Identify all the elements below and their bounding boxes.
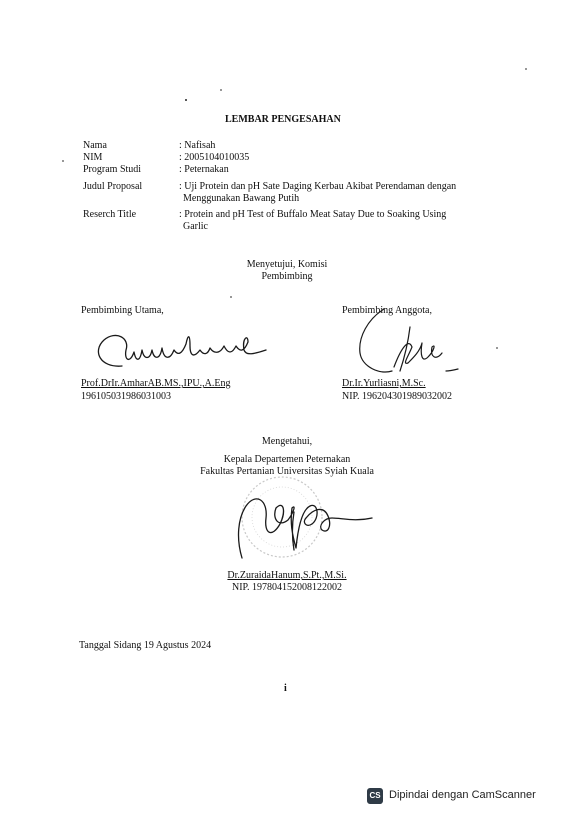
field-label: Judul Proposal xyxy=(83,181,143,192)
field-label: Program Studi xyxy=(83,164,142,175)
scan-speck xyxy=(230,296,232,298)
head-signature xyxy=(232,478,382,568)
field-value: : 2005104010035 xyxy=(179,152,250,163)
field-label: NIM xyxy=(83,152,103,163)
field-row-program-studi xyxy=(83,164,523,176)
camscanner-watermark: Dipindai dengan CamScanner xyxy=(389,789,536,801)
field-label: Nama xyxy=(83,140,107,151)
head-name: Dr.ZuraidaHanum,S.Pt.,M.Si. xyxy=(227,570,347,581)
field-value: : Protein and pH Test of Buffalo Meat Satay Due to Soaking Using xyxy=(179,209,447,220)
supervisor-main-id: 196105031986031003 xyxy=(81,391,171,402)
supervisor-member-id: NIP. 196204301989032002 xyxy=(342,391,453,402)
approval-line-2: Pembimbing xyxy=(261,271,313,282)
head-id: NIP. 197804152008122002 xyxy=(231,582,342,593)
acknowledged-label: Mengetahui, xyxy=(261,436,313,447)
field-row-nama xyxy=(83,140,523,152)
field-value: : Peternakan xyxy=(179,164,229,175)
camscanner-logo-icon: CS xyxy=(367,788,383,804)
scan-speck xyxy=(185,99,187,101)
field-row-research-title xyxy=(83,209,523,233)
field-row-judul-proposal xyxy=(83,181,523,205)
field-value: : Uji Protein dan pH Sate Daging Kerbau Akibat Perendaman dengan xyxy=(179,181,457,192)
head-title-2: Fakultas Pertanian Universitas Syiah Kuala xyxy=(200,466,374,477)
document-page xyxy=(32,0,548,775)
supervisor-member-signature xyxy=(350,307,460,377)
supervisor-main-role: Pembimbing Utama, xyxy=(81,305,164,316)
head-title-1: Kepala Departemen Peternakan xyxy=(223,454,351,465)
field-value: : Nafisah xyxy=(179,140,216,151)
scan-speck xyxy=(62,160,64,162)
supervisor-member-role: Pembimbing Anggota, xyxy=(342,305,432,316)
approval-line-1: Menyetujui, Komisi xyxy=(246,259,328,270)
supervisor-member-name: Dr.Ir.Yurliasni,M.Sc. xyxy=(342,378,426,389)
supervisor-main-name: Prof.DrIr.AmharAB.MS.,IPU.,A.Eng xyxy=(81,378,231,389)
date-line: Tanggal Sidang 19 Agustus 2024 xyxy=(79,640,212,651)
field-value-cont: Garlic xyxy=(183,221,208,232)
document-title: LEMBAR PENGESAHAN xyxy=(225,114,341,125)
page-number: i xyxy=(284,683,287,694)
supervisor-main-signature xyxy=(90,326,280,376)
field-value-cont: Menggunakan Bawang Putih xyxy=(183,193,300,204)
field-label: Reserch Title xyxy=(83,209,137,220)
field-row-nim xyxy=(83,152,523,164)
scan-speck xyxy=(220,89,222,91)
scan-speck xyxy=(525,68,527,70)
scan-speck xyxy=(496,347,498,349)
